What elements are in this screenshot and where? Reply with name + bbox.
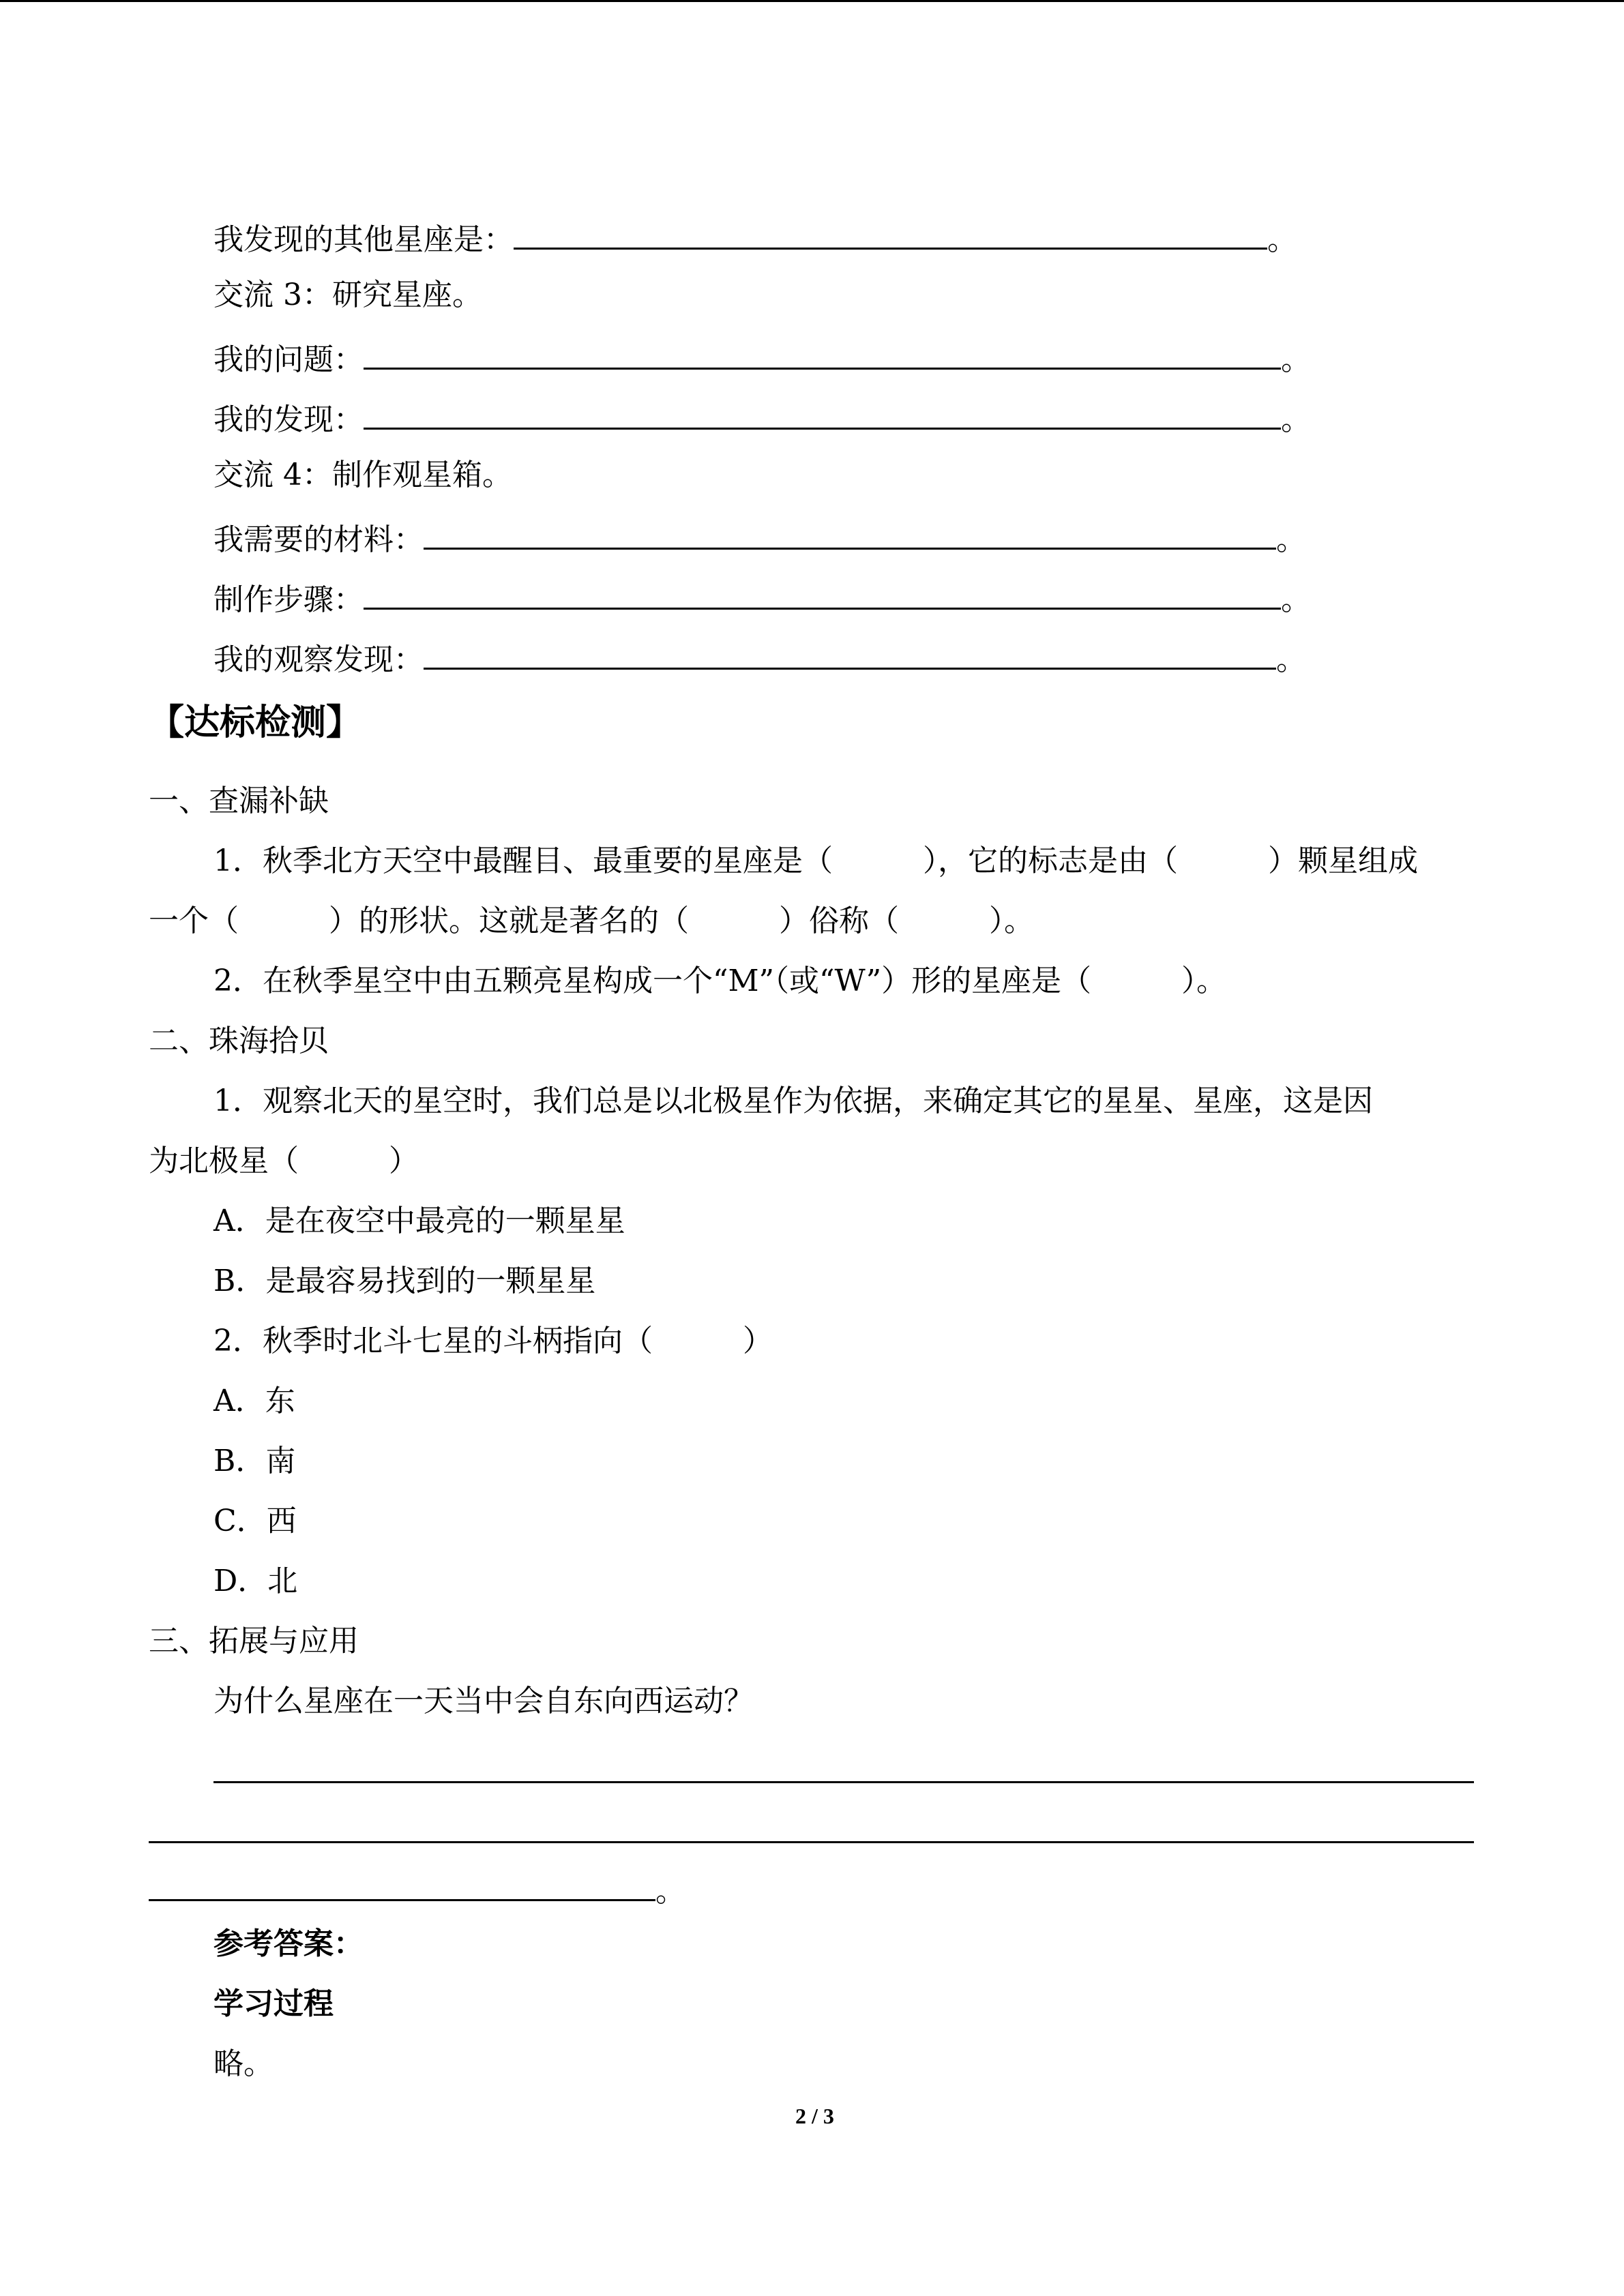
part1-q1-line2: 一个（ ）的形状。这就是著名的（ ）俗称（ ）。 [149,904,1034,938]
my-question-blank[interactable] [364,335,1281,370]
part1-q2: 2．在秋季星空中由五颗亮星构成一个“M”（或“W”）形的星座是（ ）。 [213,964,1227,998]
part2-q2-option-d: D．北 [213,1564,298,1598]
answer-line-2[interactable] [149,1841,1474,1843]
materials-blank[interactable] [424,515,1276,550]
materials-label: 我需要的材料： [213,522,424,557]
part1-q1-line1: 1．秋季北方天空中最醒目、最重要的星座是（ ），它的标志是由（ ）颗星组成 [213,844,1418,878]
other-constellations-blank[interactable] [514,215,1267,250]
answer-line-3-row [149,1866,685,1912]
part2-q1-line2: 为北极星（ ） [149,1144,419,1178]
end-mark: 。 [1276,642,1306,677]
my-discovery-line [213,395,1311,441]
end-mark: 。 [655,1874,685,1909]
answer-line-1[interactable] [213,1781,1474,1783]
observation-line [213,635,1306,681]
test-title: 【达标检测】 [149,702,362,743]
my-discovery-blank[interactable] [364,395,1281,430]
end-mark: 。 [1276,522,1306,557]
steps-blank[interactable] [364,575,1281,610]
end-mark: 。 [1281,402,1311,437]
top-border [0,0,1624,2]
steps-label: 制作步骤： [213,582,364,617]
my-discovery-label: 我的发现： [213,402,364,437]
exchange3-title: 交流 3：研究星座。 [213,278,482,312]
part3-heading: 三、拓展与应用 [149,1624,359,1658]
answers-content: 略。 [213,2046,274,2081]
my-question-line [213,335,1311,381]
exchange4-title: 交流 4：制作观星箱。 [213,458,512,492]
part2-q2-option-b: B．南 [213,1444,296,1478]
answer-line-3[interactable] [149,1866,655,1901]
observation-label: 我的观察发现： [213,642,424,677]
part2-q1-line1: 1．观察北天的星空时，我们总是以北极星作为依据，来确定其它的星星、星座，这是因 [213,1084,1373,1118]
part3-question: 为什么星座在一天当中会自东向西运动？ [213,1684,754,1718]
observation-blank[interactable] [424,635,1276,670]
other-constellations-line [213,215,1297,260]
page-number: 2 / 3 [795,2104,834,2128]
end-mark: 。 [1281,582,1311,617]
part1-heading: 一、查漏补缺 [149,784,329,818]
answers-section: 学习过程 [213,1986,334,2021]
materials-line [213,515,1306,561]
other-constellations-label: 我发现的其他星座是： [213,222,514,257]
part2-q2-option-a: A．东 [213,1384,295,1418]
my-question-label: 我的问题： [213,342,364,377]
part2-heading: 二、珠海拾贝 [149,1024,329,1058]
part2-q1-option-b: B．是最容易找到的一颗星星 [213,1264,596,1298]
end-mark: 。 [1267,222,1297,257]
part2-q2-option-c: C．西 [213,1504,297,1538]
part2-q2: 2．秋季时北斗七星的斗柄指向（ ） [213,1324,773,1358]
end-mark: 。 [1281,342,1311,377]
answers-title: 参考答案： [213,1926,364,1961]
part2-q1-option-a: A．是在夜空中最亮的一颗星星 [213,1204,625,1238]
steps-line [213,575,1311,621]
